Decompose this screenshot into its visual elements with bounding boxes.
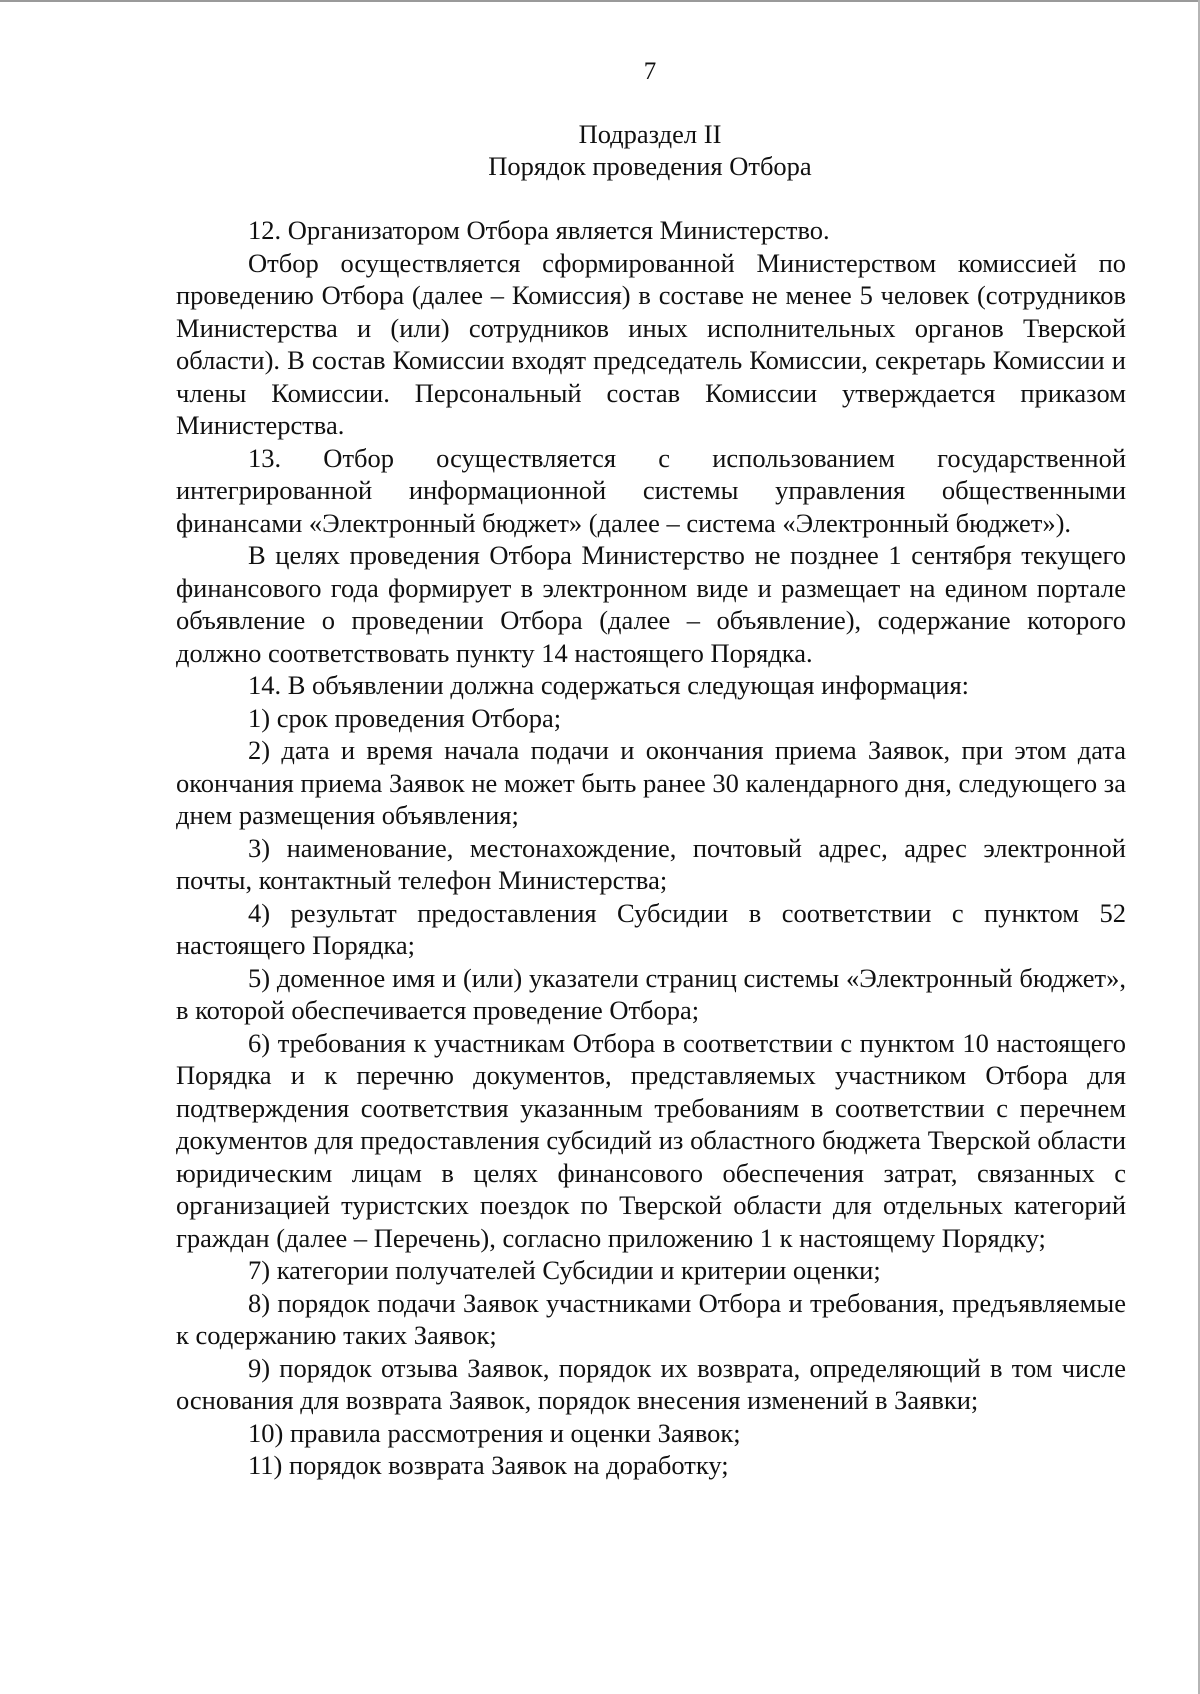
list-item-8: 8) порядок подачи Заявок участниками Отбора и требования, предъявляемые к содержанию таких Заявок;	[176, 1287, 1126, 1350]
paragraph-12: 12. Организатором Отбора является Министерство.	[248, 215, 830, 245]
page-number: 7	[643, 58, 657, 85]
paragraph-14: 14. В объявлении должна содержаться следующая информация:	[248, 670, 969, 700]
list-item-6: 6) требования к участникам Отбора в соответствии с пунктом 10 настоящего Порядка и к перечню документов, представляемых участником Отбора для подтверждения соответствия указанным требованиям в соответствии с перечнем документов для предоставления субсидий из областного бюджета Тверской области юридическим лицам в целях финансового обеспечения затрат, связанных с организацией туристских поездок по Тверской области для отдельных категорий граждан (далее – Перечень), согласно приложению 1 к настоящему Порядку;	[176, 1027, 1126, 1253]
list-item-10: 10) правила рассмотрения и оценки Заявок;	[248, 1417, 741, 1448]
paragraph-announcement: В целях проведения Отбора Министерство не позднее 1 сентября текущего финансового года формирует в электронном виде и размещает на едином портале объявление о проведении Отбора (далее – объявление), содержание которого должно соответствовать пункту 14 настоящего Порядка.	[176, 540, 1126, 668]
list-item-1: 1) срок проведения Отбора;	[248, 702, 562, 733]
document-body	[176, 214, 1126, 1482]
paragraph-commission: Отбор осуществляется сформированной Министерством комиссией по проведению Отбора (далее – Комиссия) в составе не менее 5 человек (сотрудников Министерства и (или) сотрудников иных исполнительных органов Тверской области). В состав Комиссии входят председатель Комиссии, секретарь Комиссии и члены Комиссии. Персональный состав Комиссии утверждается приказом Министерства.	[176, 247, 1126, 440]
list-item-3: 3) наименование, местонахождение, почтовый адрес, адрес электронной почты, контактный телефон Министерства;	[176, 832, 1126, 895]
list-item-4: 4) результат предоставления Субсидии в соответствии с пунктом 52 настоящего Порядка;	[176, 897, 1126, 960]
subsection-subtitle: Порядок проведения Отбора	[488, 151, 812, 181]
list-item-5: 5) доменное имя и (или) указатели страниц системы «Электронный бюджет», в которой обеспечивается проведение Отбора;	[176, 962, 1126, 1025]
list-item-7: 7) категории получателей Субсидии и критерии оценки;	[248, 1255, 881, 1285]
list-item-2: 2) дата и время начала подачи и окончания приема Заявок, при этом дата окончания приема Заявок не может быть ранее 30 календарного дня, следующего за днем размещения объявления;	[176, 735, 1126, 830]
list-item-9: 9) порядок отзыва Заявок, порядок их возврата, определяющий в том числе основания для возврата Заявок, порядок внесения изменений в Заявки;	[176, 1352, 1126, 1415]
paragraph-13: 13. Отбор осуществляется с использованием государственной интегрированной информационной системы управления общественными финансами «Электронный бюджет» (далее – система «Электронный бюджет»).	[176, 442, 1126, 538]
list-item-11: 11) порядок возврата Заявок на доработку;	[248, 1450, 729, 1480]
page-edge-top	[0, 0, 1200, 2]
subsection-title: Подраздел II	[578, 119, 722, 149]
